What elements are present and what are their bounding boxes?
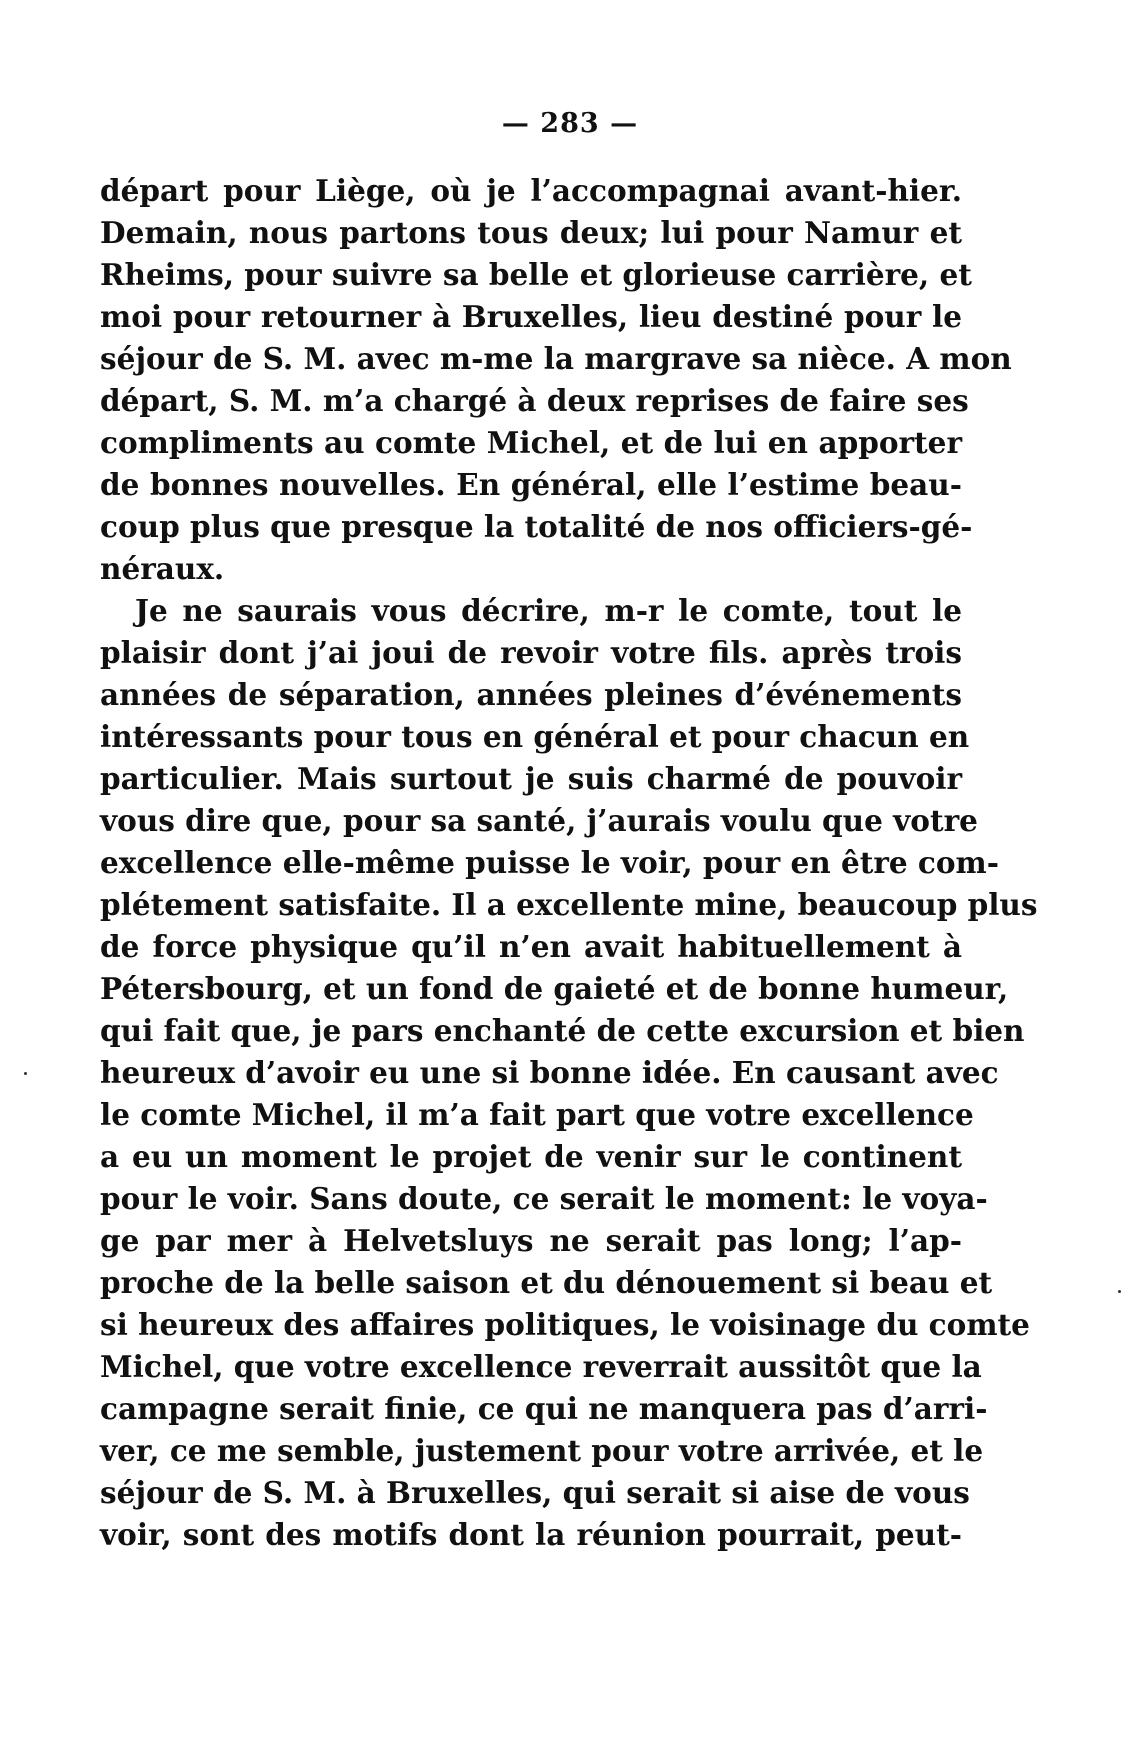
text-line: heureux d’avoir eu une si bonne idée. En causant avec <box>100 1055 999 1090</box>
text-line: voir, sont des motifs dont la réunion pourrait, peut- <box>100 1517 962 1552</box>
body-text <box>100 170 1038 1556</box>
text-line: plaisir dont j’ai joui de revoir votre fils. après trois <box>100 635 962 670</box>
text-line: ge par mer à Helvetsluys ne serait pas long; l’ap- <box>100 1223 962 1258</box>
text-line: le comte Michel, il m’a fait part que votre excellence <box>100 1097 974 1132</box>
print-speck <box>1118 1290 1121 1293</box>
text-line: compliments au comte Michel, et de lui en apporter <box>100 425 962 460</box>
text-line: séjour de S. M. à Bruxelles, qui serait si aise de vous <box>100 1475 970 1510</box>
text-line: qui fait que, je pars enchanté de cette excursion et bien <box>100 1013 1025 1048</box>
text-line: a eu un moment le projet de venir sur le continent <box>100 1139 962 1174</box>
text-line: départ pour Liège, où je l’accompagnai avant-hier. <box>100 173 962 208</box>
text-line: plétement satisfaite. Il a excellente mine, beaucoup plus <box>100 887 1038 922</box>
text-line: Rheims, pour suivre sa belle et glorieuse carrière, et <box>100 257 972 292</box>
print-speck <box>24 1072 27 1075</box>
text-line: années de séparation, années pleines d’événements <box>100 677 962 712</box>
text-line: si heureux des affaires politiques, le voisinage du comte <box>100 1307 1030 1342</box>
text-line: Demain, nous partons tous deux; lui pour Namur et <box>100 215 962 250</box>
text-line: de bonnes nouvelles. En général, elle l’estime beau- <box>100 467 962 502</box>
text-line: intéressants pour tous en général et pour chacun en <box>100 719 970 754</box>
text-line: moi pour retourner à Bruxelles, lieu destiné pour le <box>100 299 962 334</box>
text-line: Michel, que votre excellence reverrait aussitôt que la <box>100 1349 982 1384</box>
text-line: Pétersbourg, et un fond de gaieté et de bonne humeur, <box>100 971 1009 1006</box>
text-line: néraux. <box>100 551 225 586</box>
text-line: pour le voir. Sans doute, ce serait le moment: le voya- <box>100 1181 988 1216</box>
text-line: proche de la belle saison et du dénouement si beau et <box>100 1265 993 1300</box>
page-number: — 283 — <box>501 108 639 139</box>
text-line: excellence elle-même puisse le voir, pour en être com- <box>100 845 1000 880</box>
text-line: campagne serait finie, ce qui ne manquera pas d’arri- <box>100 1391 988 1426</box>
text-line: coup plus que presque la totalité de nos officiers-gé- <box>100 509 973 544</box>
text-line: départ, S. M. m’a chargé à deux reprises de faire ses <box>100 383 969 418</box>
text-line: séjour de S. M. avec m-me la margrave sa nièce. A mon <box>100 341 1012 376</box>
text-line: ver, ce me semble, justement pour votre arrivée, et le <box>100 1433 984 1468</box>
text-line: particulier. Mais surtout je suis charmé de pouvoir <box>100 761 962 796</box>
text-line: de force physique qu’il n’en avait habituellement à <box>100 929 962 964</box>
text-line-paragraph-start: Je ne saurais vous décrire, m-r le comte, tout le <box>135 593 962 628</box>
text-line: vous dire que, pour sa santé, j’aurais voulu que votre <box>100 803 978 838</box>
